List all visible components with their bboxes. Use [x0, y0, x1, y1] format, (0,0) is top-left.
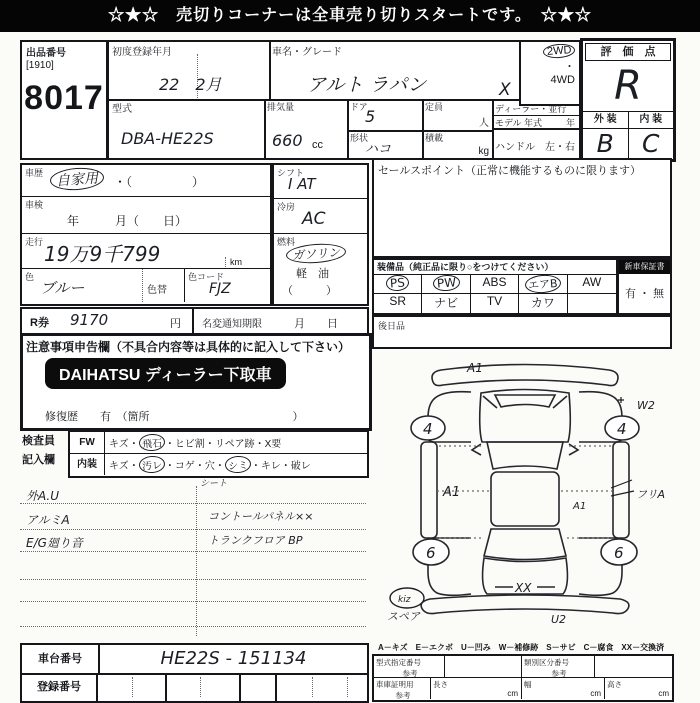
mileage-value: 19万9千799 [44, 242, 161, 266]
car-name-label: 車名・グレード [272, 47, 342, 58]
tire-rear-right: 6 [614, 544, 624, 562]
car-name-cell [269, 42, 519, 101]
mark-w2: W2 [637, 399, 655, 412]
sales-point-box [372, 158, 672, 258]
reg-dot-divider [347, 677, 348, 697]
load-cell [422, 130, 494, 158]
length-cell: 長さ cm [431, 678, 522, 699]
equipment-cell-sr: SR [374, 294, 422, 313]
equipment-cell-abs: ABS [471, 275, 519, 294]
color-code-label: 色コード [188, 272, 225, 282]
color-label: 色 [25, 272, 35, 282]
reg-number-row [20, 673, 369, 703]
fuel-other: （ ） [282, 285, 337, 297]
note-control-panel: コントールパネル×× [208, 510, 314, 523]
mileage-label: 走行 [25, 237, 44, 247]
dealer-parallel-label: ディーラー・並行 [495, 104, 567, 114]
drive-4wd: 4WD [550, 74, 575, 86]
rating-header: 評 価 点 [585, 43, 671, 61]
drive-dot: ・ [564, 61, 575, 73]
note-exterior: 外A.U [26, 489, 60, 503]
shape-cell [347, 130, 424, 158]
chassis-label: 車台番号 [22, 645, 100, 675]
equipment-cell-pw: PW [422, 275, 470, 294]
lot-box [20, 40, 108, 160]
spec-ref-table [372, 654, 674, 702]
equipment-table [372, 258, 618, 315]
warranty-header: 新車保証書 [619, 260, 670, 274]
fuel-row [274, 234, 367, 302]
load-label: 積載 [425, 133, 444, 143]
notes-line [20, 579, 366, 580]
notes-line [20, 551, 366, 552]
later-goods-label: 後日品 [378, 321, 406, 331]
panel-joint-dotted-lines [437, 446, 612, 538]
equipment-cell-navi: ナビ [422, 294, 470, 313]
type-designation-value [445, 656, 522, 677]
mileage-row [22, 234, 270, 269]
equipment-header: 装備品（純正品に限り○をつけてください） [374, 260, 616, 275]
mark-rear-bumper: U2 [551, 613, 567, 626]
reg-divider [275, 675, 277, 701]
height-cell: 高さ cm [607, 680, 669, 698]
history-row [22, 165, 270, 197]
registration-value: 22 2月 [159, 75, 222, 94]
color-code-value: FJZ [209, 281, 231, 297]
cooling-label: 冷房 [277, 202, 296, 212]
registration-cell [109, 42, 271, 101]
doors-label: ドア [350, 102, 368, 112]
model-year-label: モデル 年式 [495, 118, 543, 128]
reg-dot-divider [132, 677, 133, 697]
mark-rear-glass-xx: XX [515, 581, 532, 595]
color-value: ブルー [40, 279, 85, 297]
lot-number: 8017 [24, 79, 104, 117]
color-row [22, 269, 270, 302]
rating-exterior-label: 外 装 [583, 112, 629, 128]
mark-left-side: A1 [443, 485, 461, 500]
doors-cell [347, 99, 424, 132]
tire-rear-left: 6 [426, 544, 436, 562]
shift-row [274, 165, 367, 199]
car-damage-diagram [375, 348, 675, 640]
rating-exterior-value: B [583, 129, 629, 159]
drive-2wd-circled: 2WD [542, 43, 575, 59]
shape-label: 形状 [350, 133, 369, 143]
interior-item-yogore-circled: 汚レ [138, 455, 165, 474]
drive-cell [519, 42, 579, 106]
inspector-label-line2: 記入欄 [22, 454, 55, 466]
banner [0, 0, 700, 32]
displacement-value: 660 [272, 131, 303, 150]
fuel-gasoline-circled: ガソリン [285, 242, 346, 265]
garage-cert-cell: 車庫証明用 参考 [374, 678, 431, 699]
dealer-tradein-badge: DAIHATSU ディーラー下取車 [45, 358, 286, 389]
r-ticket-unit: 円 [170, 318, 181, 330]
model-code-value: DBA-HE22S [121, 129, 214, 148]
color-change-cell [142, 269, 184, 302]
rating-interior-label: 内 装 [639, 114, 663, 125]
mark-furi-a: フリA [636, 488, 666, 501]
registration-label: 初度登録年月 [112, 47, 172, 58]
lot-code: [1910] [26, 60, 54, 71]
equipment-cell-empty [568, 294, 616, 313]
note-engine-noise: E/G廻り音 [26, 536, 83, 550]
interior-row: 内装 キズ・ 汚レ ・コゲ・穴・ シミ ・キレ・破レ [70, 454, 367, 475]
reg-dot-divider [200, 677, 201, 697]
notice-header: 注意事項申告欄（不具合内容等は具体的に記入して下さい） [26, 340, 351, 354]
name-change-label: 名変通知期限 [202, 319, 262, 330]
r-ticket-value: 9170 [70, 311, 109, 329]
capacity-cell [422, 99, 494, 132]
fw-row: FW キズ・ 飛石 ・ヒビ割・リペア跡・X要 [70, 432, 367, 454]
r-ticket-divider [192, 309, 194, 334]
shaken-text: 年 月（ 日） [67, 214, 188, 228]
equipment-cell-tv: TV [471, 294, 519, 313]
reg-divider [239, 675, 241, 701]
tire-front-left: 4 [423, 420, 433, 438]
warranty-box [617, 258, 672, 315]
rating-interior-value: C [642, 129, 660, 158]
class-category-value [595, 656, 672, 677]
later-goods-box [372, 315, 672, 349]
displacement-cell [264, 99, 349, 158]
color-change-label: 色替 [147, 285, 167, 296]
width-cell: 幅 cm [522, 678, 605, 699]
dealer-parallel-cell [492, 99, 579, 116]
r-ticket-label: R券 [30, 317, 49, 329]
notes-center-divider [196, 486, 197, 636]
warranty-value: 有 ・ 無 [624, 288, 665, 300]
inspector-table [68, 430, 369, 478]
drivetrain-block [272, 163, 369, 306]
model-code-cell [109, 99, 266, 158]
name-change-text: 月 日 [294, 318, 338, 330]
displacement-unit: cc [312, 139, 323, 151]
interior-label: 内装 [70, 454, 105, 475]
equipment-cell-ps: PS [374, 275, 422, 294]
handle-cell [492, 130, 579, 158]
history-label: 車歴 [25, 168, 44, 178]
notes-line [20, 529, 366, 530]
doors-value: 5 [365, 107, 376, 126]
history-suffix: ・（ ） [114, 175, 205, 189]
handle-label: ハンドル 左・右 [495, 142, 575, 153]
type-designation-cell: 型式指定番号 参考 [374, 656, 445, 677]
fuel-label: 燃料 [277, 237, 296, 247]
shape-value: ハコ [365, 142, 392, 157]
mark-spare-kiz: kiz [398, 595, 411, 605]
damage-legend: A－キズ E－エクボ U－凹み W－補修跡 S－サビ C－腐食 XX－交換済 [378, 643, 665, 652]
fuel-diesel: 軽 油 [296, 268, 329, 280]
lot-label: 出品番号 [26, 48, 66, 59]
notice-box [20, 333, 372, 431]
fw-item-tobiishi-circled: 飛石 [138, 433, 165, 452]
inspector-label [22, 432, 66, 470]
displacement-label: 排気量 [267, 102, 295, 112]
banner-text: ☆★☆ 売切りコーナーは全車売り切りスタートです。 ☆★☆ [108, 7, 592, 24]
inspector-note: シート [200, 479, 228, 489]
reg-dot-divider [312, 677, 313, 697]
history-value-circled: 自家用 [49, 166, 104, 192]
fw-label: FW [70, 432, 105, 453]
spare-label: スペア [387, 610, 420, 623]
notes-area [20, 486, 366, 638]
sales-point-header: セールスポイント（正常に機能するものに限ります） [378, 165, 642, 177]
load-unit: kg [478, 146, 489, 157]
mark-front-bumper: A1 [467, 361, 483, 375]
notes-line [20, 626, 366, 627]
shaken-label: 車検 [25, 200, 44, 210]
class-category-cell: 類別区分番号 参考 [522, 656, 595, 677]
interior-item-shimi-circled: シミ [224, 455, 251, 474]
model-year-unit: 年 [565, 118, 575, 128]
chassis-value: HE22S - 151134 [160, 648, 307, 669]
cooling-row [274, 199, 367, 234]
shift-value: I AT [288, 175, 316, 193]
reg-number-label: 登録番号 [22, 675, 98, 701]
equipment-cell-aw: AW [568, 275, 616, 294]
notes-line [20, 601, 366, 602]
furi-arrow-marks [611, 397, 634, 496]
inspector-label-line1: 検査員 [22, 435, 55, 447]
capacity-unit: 人 [479, 118, 489, 129]
rating-box [580, 38, 676, 162]
chassis-row [20, 643, 369, 677]
history-block [20, 163, 272, 306]
cooling-value: AC [302, 209, 326, 229]
shaken-row [22, 197, 270, 234]
tire-front-right: 4 [617, 420, 627, 438]
r-ticket-row [20, 307, 369, 336]
repair-history-line: 修復歴 有 （箇所 ） [45, 411, 304, 423]
model-code-label: 型式 [112, 104, 132, 115]
note-trunk-floor: トランクフロア BP [208, 534, 303, 547]
note-alloy: アルミA [26, 513, 70, 527]
mileage-unit: km [225, 257, 242, 267]
mark-right-side: A1 [573, 501, 587, 512]
equipment-cell-airbag: エアB [519, 275, 567, 294]
reg-divider [165, 675, 167, 701]
notes-line [20, 503, 366, 504]
vehicle-grid [107, 40, 581, 160]
capacity-label: 定員 [425, 102, 444, 112]
rating-overall: R [614, 63, 642, 109]
equipment-cell-kawa: カワ [519, 294, 567, 313]
model-year-cell [492, 116, 579, 130]
color-code-cell [184, 269, 269, 302]
car-grade-value: X [499, 80, 511, 100]
shift-label: シフト [277, 168, 305, 178]
car-name-value: アルト ラパン [307, 74, 427, 96]
